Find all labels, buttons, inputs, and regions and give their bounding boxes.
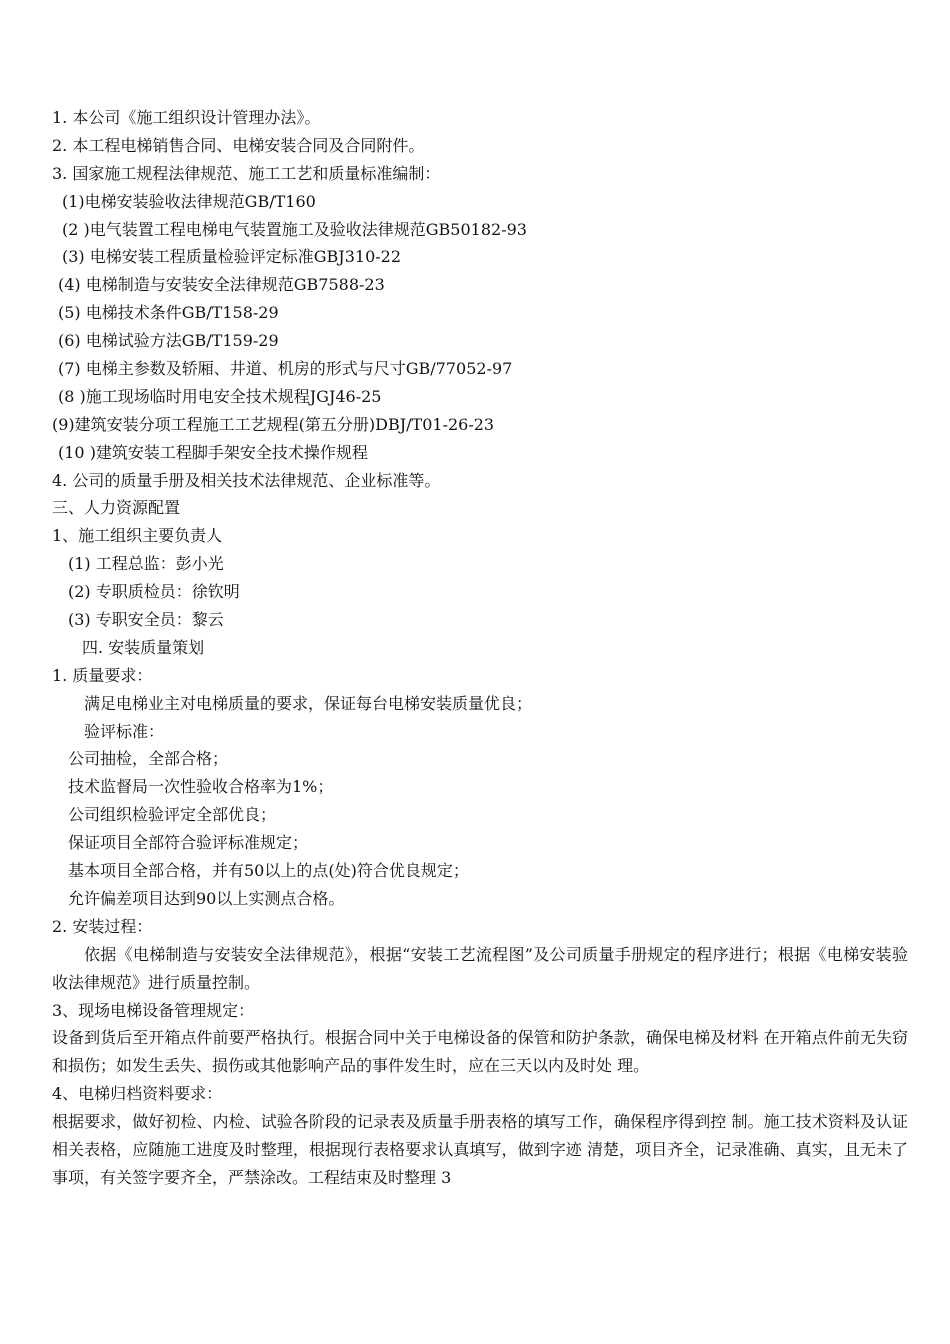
- quality-requirement-text: 满足电梯业主对电梯质量的要求，保证每台电梯安装质量优良；: [84, 693, 533, 713]
- evaluation-item-1: 公司抽检，全部合格；: [68, 749, 229, 769]
- standard-item-7: (7) 电梯主参数及轿厢、井道、机房的形式与尺寸GB/77052-97: [58, 359, 513, 379]
- standard-item-2: (2 )电气装置工程电梯电气装置施工及验收法律规范GB50182-93: [62, 219, 527, 239]
- installation-process-paragraph: 依据《电梯制造与安装安全法律规范》，根据“安装工艺流程图”及公司质量手册规定的程序进行；根据《电梯安装验收法律规范》进行质量控制。: [52, 944, 908, 992]
- section-heading-quality-plan: 四. 安装质量策划: [82, 637, 205, 657]
- document-body: [52, 104, 908, 1192]
- leader-item-1: (1) 工程总监：彭小光: [68, 554, 224, 574]
- reference-item-2: 2. 本工程电梯销售合同、电梯安装合同及合同附件。: [52, 135, 425, 155]
- archive-requirements-paragraph: 根据要求，做好初检、内检、试验各阶段的记录表及质量手册表格的填写工作，确保程序得到控 制。施工技术资料及认证相关表格，应随施工进度及时整理，根据现行表格要求认真填写，做到字迹 清楚，项目齐全，记录准确、真实，且无未了事项，有关签字要齐全，严禁涂改。工程结束及时整理 3: [52, 1112, 908, 1187]
- standard-item-3: (3) 电梯安装工程质量检验评定标准GBJ310-22: [62, 247, 402, 267]
- equipment-management-paragraph: 设备到货后至开箱点件前要严格执行。根据合同中关于电梯设备的保管和防护条款，确保电梯及材料 在开箱点件前无失窃和损伤；如发生丢失、损伤或其他影响产品的事件发生时，应在三天以内及时处 理。: [52, 1028, 908, 1076]
- evaluation-item-6: 允许偏差项目达到90以上实测点合格。: [68, 888, 345, 908]
- standard-item-4: (4) 电梯制造与安装安全法律规范GB7588-23: [58, 275, 385, 295]
- subsection-heading-quality-requirements: 1. 质量要求：: [52, 665, 153, 685]
- standard-item-5: (5) 电梯技术条件GB/T158-29: [58, 303, 279, 323]
- reference-item-4: 4. 公司的质量手册及相关技术法律规范、企业标准等。: [52, 470, 441, 490]
- reference-item-3: 3. 国家施工规程法律规范、施工工艺和质量标准编制：: [52, 163, 441, 183]
- subsection-heading-equipment-management: 3、现场电梯设备管理规定：: [52, 1000, 255, 1020]
- section-heading-staffing: 三、人力资源配置: [52, 498, 181, 518]
- evaluation-item-5: 基本项目全部合格，并有50以上的点(处)符合优良规定；: [68, 861, 469, 881]
- evaluation-item-4: 保证项目全部符合验评标准规定；: [68, 833, 309, 853]
- subsection-heading-leaders: 1、施工组织主要负责人: [52, 526, 223, 546]
- subsection-heading-installation-process: 2. 安装过程：: [52, 916, 153, 936]
- standard-item-10: (10 )建筑安装工程脚手架安全技术操作规程: [58, 442, 368, 462]
- standard-item-6: (6) 电梯试验方法GB/T159-29: [58, 331, 279, 351]
- subsection-heading-archive-requirements: 4、电梯归档资料要求：: [52, 1084, 223, 1104]
- standard-item-1: (1)电梯安装验收法律规范GB/T160: [62, 191, 316, 211]
- evaluation-item-2: 技术监督局一次性验收合格率为1%；: [68, 777, 334, 797]
- evaluation-standard-label: 验评标准：: [84, 721, 165, 741]
- leader-item-2: (2) 专职质检员：徐钦明: [68, 582, 240, 602]
- reference-item-1: 1. 本公司《施工组织设计管理办法》。: [52, 108, 321, 127]
- standard-item-9: (9)建筑安装分项工程施工工艺规程(第五分册)DBJ/T01-26-23: [52, 414, 495, 434]
- standard-item-8: (8 )施工现场临时用电安全技术规程JGJ46-25: [58, 386, 382, 406]
- leader-item-3: (3) 专职安全员：黎云: [68, 610, 224, 630]
- evaluation-item-3: 公司组织检验评定全部优良；: [68, 805, 277, 825]
